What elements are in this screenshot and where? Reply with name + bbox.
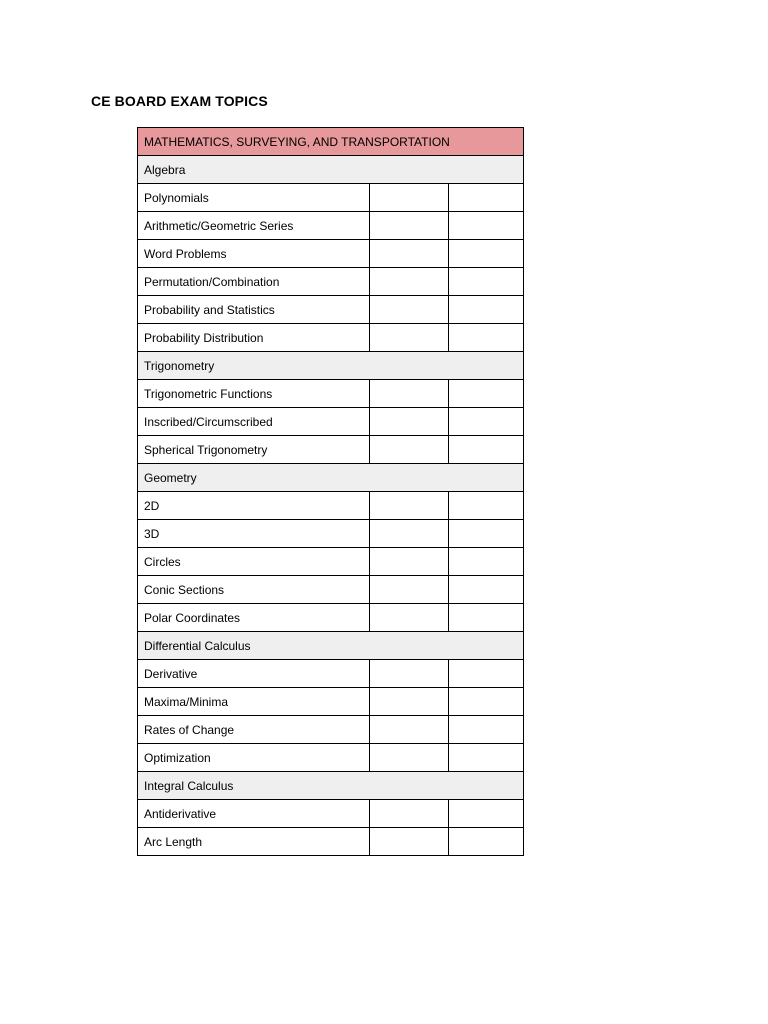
topic-cell-2[interactable]	[449, 520, 524, 548]
section-header-row	[138, 128, 524, 156]
topic-cell-1[interactable]	[370, 688, 449, 716]
topic-cell-2[interactable]	[449, 828, 524, 856]
topic-cell-1[interactable]	[370, 744, 449, 772]
topic-name: Spherical Trigonometry	[138, 436, 370, 464]
topic-cell-2[interactable]	[449, 800, 524, 828]
topic-row	[138, 828, 524, 856]
topic-row	[138, 604, 524, 632]
topic-cell-1[interactable]	[370, 436, 449, 464]
topic-cell-2[interactable]	[449, 324, 524, 352]
topic-cell-2[interactable]	[449, 744, 524, 772]
group-header-row	[138, 464, 524, 492]
topic-row	[138, 688, 524, 716]
topic-row	[138, 800, 524, 828]
topic-cell-1[interactable]	[370, 660, 449, 688]
topic-row	[138, 212, 524, 240]
topic-cell-2[interactable]	[449, 268, 524, 296]
topic-cell-1[interactable]	[370, 240, 449, 268]
group-header-row	[138, 352, 524, 380]
topic-name: Antiderivative	[138, 800, 370, 828]
topic-cell-1[interactable]	[370, 716, 449, 744]
topic-row	[138, 520, 524, 548]
topic-row	[138, 240, 524, 268]
topic-cell-2[interactable]	[449, 184, 524, 212]
topic-row	[138, 548, 524, 576]
topic-row	[138, 436, 524, 464]
topic-name: Arithmetic/Geometric Series	[138, 212, 370, 240]
topic-cell-2[interactable]	[449, 436, 524, 464]
topic-row	[138, 660, 524, 688]
group-header: Algebra	[138, 156, 524, 184]
topic-row	[138, 492, 524, 520]
topic-cell-1[interactable]	[370, 296, 449, 324]
topic-cell-1[interactable]	[370, 604, 449, 632]
topic-name: Permutation/Combination	[138, 268, 370, 296]
topic-cell-2[interactable]	[449, 380, 524, 408]
topic-cell-1[interactable]	[370, 800, 449, 828]
topics-table	[137, 127, 524, 856]
topic-row	[138, 576, 524, 604]
topic-row	[138, 408, 524, 436]
topic-cell-2[interactable]	[449, 660, 524, 688]
topic-cell-2[interactable]	[449, 492, 524, 520]
topic-cell-1[interactable]	[370, 548, 449, 576]
topic-cell-2[interactable]	[449, 716, 524, 744]
group-header: Geometry	[138, 464, 524, 492]
topic-name: Rates of Change	[138, 716, 370, 744]
topic-name: Conic Sections	[138, 576, 370, 604]
topic-row	[138, 184, 524, 212]
topic-name: Maxima/Minima	[138, 688, 370, 716]
topic-cell-1[interactable]	[370, 380, 449, 408]
topic-row	[138, 296, 524, 324]
topic-cell-2[interactable]	[449, 240, 524, 268]
topic-row	[138, 268, 524, 296]
topic-cell-1[interactable]	[370, 324, 449, 352]
topic-cell-2[interactable]	[449, 296, 524, 324]
topic-name: Circles	[138, 548, 370, 576]
topic-name: Probability and Statistics	[138, 296, 370, 324]
topic-cell-1[interactable]	[370, 576, 449, 604]
topic-row	[138, 716, 524, 744]
group-header: Differential Calculus	[138, 632, 524, 660]
group-header-row	[138, 156, 524, 184]
topic-cell-2[interactable]	[449, 688, 524, 716]
topic-name: 2D	[138, 492, 370, 520]
document-title: CE BOARD EXAM TOPICS	[91, 93, 268, 109]
topic-name: Polynomials	[138, 184, 370, 212]
topic-row	[138, 380, 524, 408]
topic-cell-2[interactable]	[449, 576, 524, 604]
topic-name: Word Problems	[138, 240, 370, 268]
topic-name: Probability Distribution	[138, 324, 370, 352]
topics-table-body	[138, 128, 524, 856]
topic-name: Inscribed/Circumscribed	[138, 408, 370, 436]
topic-cell-1[interactable]	[370, 520, 449, 548]
topic-name: Derivative	[138, 660, 370, 688]
topic-row	[138, 744, 524, 772]
topic-cell-2[interactable]	[449, 548, 524, 576]
section-header: MATHEMATICS, SURVEYING, AND TRANSPORTATION	[138, 128, 524, 156]
group-header: Trigonometry	[138, 352, 524, 380]
group-header-row	[138, 772, 524, 800]
topic-name: Optimization	[138, 744, 370, 772]
topic-name: 3D	[138, 520, 370, 548]
topic-cell-1[interactable]	[370, 184, 449, 212]
topic-cell-1[interactable]	[370, 408, 449, 436]
topic-cell-1[interactable]	[370, 212, 449, 240]
topic-row	[138, 324, 524, 352]
group-header: Integral Calculus	[138, 772, 524, 800]
topic-cell-1[interactable]	[370, 492, 449, 520]
topic-cell-1[interactable]	[370, 268, 449, 296]
topic-cell-2[interactable]	[449, 604, 524, 632]
topic-cell-1[interactable]	[370, 828, 449, 856]
group-header-row	[138, 632, 524, 660]
topic-cell-2[interactable]	[449, 408, 524, 436]
topic-name: Polar Coordinates	[138, 604, 370, 632]
topic-name: Arc Length	[138, 828, 370, 856]
topic-cell-2[interactable]	[449, 212, 524, 240]
topic-name: Trigonometric Functions	[138, 380, 370, 408]
